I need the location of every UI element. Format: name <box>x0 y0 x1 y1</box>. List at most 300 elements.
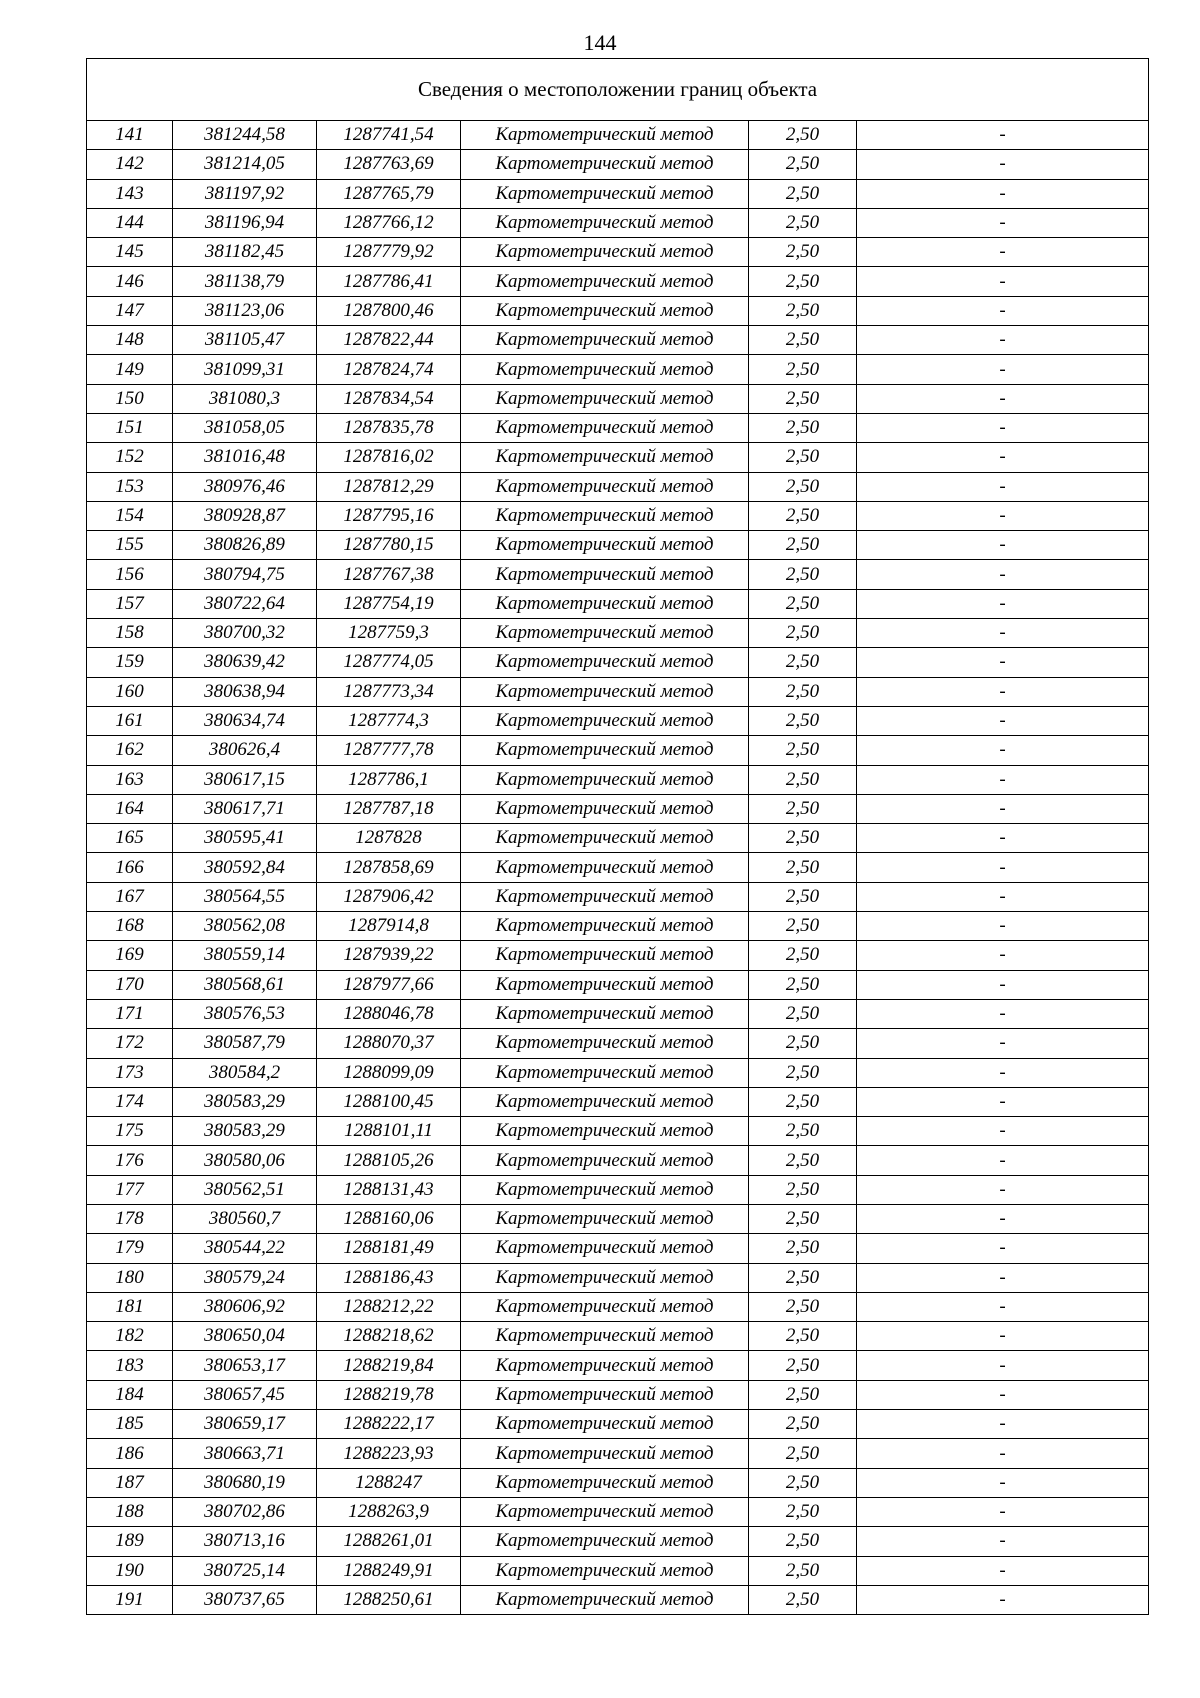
accuracy-cell: 2,50 <box>749 736 857 765</box>
point-number-cell: 185 <box>87 1410 173 1439</box>
table-row <box>87 1292 1149 1321</box>
y-coordinate-cell: 1288222,17 <box>317 1410 461 1439</box>
description-cell: - <box>857 1263 1149 1292</box>
table-row <box>87 1204 1149 1233</box>
y-coordinate-cell: 1288101,11 <box>317 1117 461 1146</box>
point-number-cell: 162 <box>87 736 173 765</box>
accuracy-cell: 2,50 <box>749 1468 857 1497</box>
x-coordinate-cell: 380606,92 <box>173 1292 317 1321</box>
y-coordinate-cell: 1287800,46 <box>317 296 461 325</box>
point-number-cell: 141 <box>87 121 173 150</box>
table-row <box>87 443 1149 472</box>
y-coordinate-cell: 1287816,02 <box>317 443 461 472</box>
y-coordinate-cell: 1288247 <box>317 1468 461 1497</box>
accuracy-cell: 2,50 <box>749 706 857 735</box>
y-coordinate-cell: 1288160,06 <box>317 1204 461 1233</box>
table-row <box>87 355 1149 384</box>
accuracy-cell: 2,50 <box>749 1117 857 1146</box>
point-number-cell: 159 <box>87 648 173 677</box>
accuracy-cell: 2,50 <box>749 531 857 560</box>
method-cell: Картометрический метод <box>461 648 749 677</box>
x-coordinate-cell: 380562,08 <box>173 912 317 941</box>
point-number-cell: 166 <box>87 853 173 882</box>
y-coordinate-cell: 1287858,69 <box>317 853 461 882</box>
description-cell: - <box>857 941 1149 970</box>
method-cell: Картометрический метод <box>461 1439 749 1468</box>
description-cell: - <box>857 1087 1149 1116</box>
accuracy-cell: 2,50 <box>749 1380 857 1409</box>
method-cell: Картометрический метод <box>461 1527 749 1556</box>
description-cell: - <box>857 1175 1149 1204</box>
method-cell: Картометрический метод <box>461 765 749 794</box>
method-cell: Картометрический метод <box>461 1585 749 1614</box>
x-coordinate-cell: 380559,14 <box>173 941 317 970</box>
description-cell: - <box>857 589 1149 618</box>
x-coordinate-cell: 380584,2 <box>173 1058 317 1087</box>
x-coordinate-cell: 380722,64 <box>173 589 317 618</box>
table-row <box>87 1351 1149 1380</box>
description-cell: - <box>857 970 1149 999</box>
table-row <box>87 912 1149 941</box>
x-coordinate-cell: 381197,92 <box>173 179 317 208</box>
method-cell: Картометрический метод <box>461 619 749 648</box>
point-number-cell: 144 <box>87 208 173 237</box>
description-cell: - <box>857 1292 1149 1321</box>
description-cell: - <box>857 912 1149 941</box>
y-coordinate-cell: 1288105,26 <box>317 1146 461 1175</box>
x-coordinate-cell: 380638,94 <box>173 677 317 706</box>
y-coordinate-cell: 1287767,38 <box>317 560 461 589</box>
table-row <box>87 1410 1149 1439</box>
description-cell: - <box>857 706 1149 735</box>
y-coordinate-cell: 1288131,43 <box>317 1175 461 1204</box>
x-coordinate-cell: 380564,55 <box>173 882 317 911</box>
x-coordinate-cell: 380617,71 <box>173 794 317 823</box>
x-coordinate-cell: 381138,79 <box>173 267 317 296</box>
table-row <box>87 531 1149 560</box>
point-number-cell: 181 <box>87 1292 173 1321</box>
table-row <box>87 1439 1149 1468</box>
table-row <box>87 1263 1149 1292</box>
table-row <box>87 794 1149 823</box>
description-cell: - <box>857 1146 1149 1175</box>
x-coordinate-cell: 380587,79 <box>173 1029 317 1058</box>
accuracy-cell: 2,50 <box>749 882 857 911</box>
table-body <box>87 121 1149 1615</box>
y-coordinate-cell: 1288250,61 <box>317 1585 461 1614</box>
point-number-cell: 156 <box>87 560 173 589</box>
table-row <box>87 736 1149 765</box>
description-cell: - <box>857 619 1149 648</box>
accuracy-cell: 2,50 <box>749 121 857 150</box>
y-coordinate-cell: 1288219,78 <box>317 1380 461 1409</box>
description-cell: - <box>857 765 1149 794</box>
method-cell: Картометрический метод <box>461 1029 749 1058</box>
accuracy-cell: 2,50 <box>749 1146 857 1175</box>
y-coordinate-cell: 1287906,42 <box>317 882 461 911</box>
description-cell: - <box>857 736 1149 765</box>
accuracy-cell: 2,50 <box>749 267 857 296</box>
method-cell: Картометрический метод <box>461 706 749 735</box>
point-number-cell: 174 <box>87 1087 173 1116</box>
method-cell: Картометрический метод <box>461 1204 749 1233</box>
y-coordinate-cell: 1287765,79 <box>317 179 461 208</box>
method-cell: Картометрический метод <box>461 1351 749 1380</box>
method-cell: Картометрический метод <box>461 853 749 882</box>
point-number-cell: 167 <box>87 882 173 911</box>
description-cell: - <box>857 121 1149 150</box>
description-cell: - <box>857 267 1149 296</box>
description-cell: - <box>857 296 1149 325</box>
y-coordinate-cell: 1287834,54 <box>317 384 461 413</box>
method-cell: Картометрический метод <box>461 824 749 853</box>
method-cell: Картометрический метод <box>461 560 749 589</box>
point-number-cell: 190 <box>87 1556 173 1585</box>
y-coordinate-cell: 1287777,78 <box>317 736 461 765</box>
y-coordinate-cell: 1287787,18 <box>317 794 461 823</box>
point-number-cell: 173 <box>87 1058 173 1087</box>
accuracy-cell: 2,50 <box>749 1087 857 1116</box>
method-cell: Картометрический метод <box>461 1058 749 1087</box>
table-row <box>87 1380 1149 1409</box>
method-cell: Картометрический метод <box>461 941 749 970</box>
accuracy-cell: 2,50 <box>749 1234 857 1263</box>
description-cell: - <box>857 150 1149 179</box>
table-row <box>87 824 1149 853</box>
x-coordinate-cell: 380626,4 <box>173 736 317 765</box>
table-row <box>87 179 1149 208</box>
accuracy-cell: 2,50 <box>749 1322 857 1351</box>
point-number-cell: 151 <box>87 413 173 442</box>
method-cell: Картометрический метод <box>461 1556 749 1585</box>
accuracy-cell: 2,50 <box>749 179 857 208</box>
accuracy-cell: 2,50 <box>749 824 857 853</box>
point-number-cell: 145 <box>87 238 173 267</box>
accuracy-cell: 2,50 <box>749 1351 857 1380</box>
description-cell: - <box>857 1117 1149 1146</box>
x-coordinate-cell: 380639,42 <box>173 648 317 677</box>
point-number-cell: 163 <box>87 765 173 794</box>
description-cell: - <box>857 794 1149 823</box>
method-cell: Картометрический метод <box>461 736 749 765</box>
description-cell: - <box>857 355 1149 384</box>
x-coordinate-cell: 381214,05 <box>173 150 317 179</box>
table-row <box>87 882 1149 911</box>
point-number-cell: 157 <box>87 589 173 618</box>
x-coordinate-cell: 380617,15 <box>173 765 317 794</box>
point-number-cell: 146 <box>87 267 173 296</box>
y-coordinate-cell: 1287835,78 <box>317 413 461 442</box>
description-cell: - <box>857 999 1149 1028</box>
accuracy-cell: 2,50 <box>749 1556 857 1585</box>
accuracy-cell: 2,50 <box>749 238 857 267</box>
table-row <box>87 238 1149 267</box>
y-coordinate-cell: 1287824,74 <box>317 355 461 384</box>
y-coordinate-cell: 1287914,8 <box>317 912 461 941</box>
table-row <box>87 384 1149 413</box>
y-coordinate-cell: 1288212,22 <box>317 1292 461 1321</box>
x-coordinate-cell: 381099,31 <box>173 355 317 384</box>
accuracy-cell: 2,50 <box>749 794 857 823</box>
x-coordinate-cell: 380562,51 <box>173 1175 317 1204</box>
y-coordinate-cell: 1287977,66 <box>317 970 461 999</box>
description-cell: - <box>857 384 1149 413</box>
table-row <box>87 970 1149 999</box>
method-cell: Картометрический метод <box>461 179 749 208</box>
point-number-cell: 171 <box>87 999 173 1028</box>
x-coordinate-cell: 380976,46 <box>173 472 317 501</box>
table-row <box>87 765 1149 794</box>
x-coordinate-cell: 381196,94 <box>173 208 317 237</box>
accuracy-cell: 2,50 <box>749 208 857 237</box>
point-number-cell: 184 <box>87 1380 173 1409</box>
table-row <box>87 1585 1149 1614</box>
point-number-cell: 142 <box>87 150 173 179</box>
description-cell: - <box>857 824 1149 853</box>
method-cell: Картометрический метод <box>461 1175 749 1204</box>
method-cell: Картометрический метод <box>461 1234 749 1263</box>
accuracy-cell: 2,50 <box>749 1410 857 1439</box>
y-coordinate-cell: 1287766,12 <box>317 208 461 237</box>
method-cell: Картометрический метод <box>461 1380 749 1409</box>
method-cell: Картометрический метод <box>461 1410 749 1439</box>
table-row <box>87 121 1149 150</box>
description-cell: - <box>857 1585 1149 1614</box>
y-coordinate-cell: 1287795,16 <box>317 501 461 530</box>
point-number-cell: 191 <box>87 1585 173 1614</box>
description-cell: - <box>857 648 1149 677</box>
accuracy-cell: 2,50 <box>749 355 857 384</box>
point-number-cell: 149 <box>87 355 173 384</box>
point-number-cell: 180 <box>87 1263 173 1292</box>
x-coordinate-cell: 381123,06 <box>173 296 317 325</box>
description-cell: - <box>857 1556 1149 1585</box>
table-row <box>87 999 1149 1028</box>
description-cell: - <box>857 208 1149 237</box>
x-coordinate-cell: 380680,19 <box>173 1468 317 1497</box>
accuracy-cell: 2,50 <box>749 619 857 648</box>
accuracy-cell: 2,50 <box>749 677 857 706</box>
point-number-cell: 143 <box>87 179 173 208</box>
method-cell: Картометрический метод <box>461 531 749 560</box>
description-cell: - <box>857 1468 1149 1497</box>
table-row <box>87 1087 1149 1116</box>
accuracy-cell: 2,50 <box>749 1292 857 1321</box>
table-row <box>87 1234 1149 1263</box>
point-number-cell: 165 <box>87 824 173 853</box>
table-row <box>87 472 1149 501</box>
y-coordinate-cell: 1287754,19 <box>317 589 461 618</box>
method-cell: Картометрический метод <box>461 677 749 706</box>
x-coordinate-cell: 380794,75 <box>173 560 317 589</box>
description-cell: - <box>857 853 1149 882</box>
accuracy-cell: 2,50 <box>749 1175 857 1204</box>
table-row <box>87 150 1149 179</box>
y-coordinate-cell: 1287828 <box>317 824 461 853</box>
description-cell: - <box>857 1234 1149 1263</box>
x-coordinate-cell: 380634,74 <box>173 706 317 735</box>
x-coordinate-cell: 381105,47 <box>173 326 317 355</box>
y-coordinate-cell: 1288100,45 <box>317 1087 461 1116</box>
x-coordinate-cell: 380650,04 <box>173 1322 317 1351</box>
method-cell: Картометрический метод <box>461 1087 749 1116</box>
method-cell: Картометрический метод <box>461 267 749 296</box>
point-number-cell: 155 <box>87 531 173 560</box>
table-row <box>87 413 1149 442</box>
table-row <box>87 706 1149 735</box>
point-number-cell: 172 <box>87 1029 173 1058</box>
y-coordinate-cell: 1287774,3 <box>317 706 461 735</box>
description-cell: - <box>857 1497 1149 1526</box>
y-coordinate-cell: 1287939,22 <box>317 941 461 970</box>
method-cell: Картометрический метод <box>461 326 749 355</box>
description-cell: - <box>857 443 1149 472</box>
method-cell: Картометрический метод <box>461 882 749 911</box>
table-row <box>87 208 1149 237</box>
description-cell: - <box>857 882 1149 911</box>
accuracy-cell: 2,50 <box>749 384 857 413</box>
table-row <box>87 1175 1149 1204</box>
method-cell: Картометрический метод <box>461 355 749 384</box>
table-row <box>87 1497 1149 1526</box>
y-coordinate-cell: 1287786,1 <box>317 765 461 794</box>
description-cell: - <box>857 1410 1149 1439</box>
accuracy-cell: 2,50 <box>749 560 857 589</box>
table-title: Сведения о местоположении границ объекта <box>87 59 1149 121</box>
description-cell: - <box>857 238 1149 267</box>
description-cell: - <box>857 1527 1149 1556</box>
accuracy-cell: 2,50 <box>749 970 857 999</box>
description-cell: - <box>857 1058 1149 1087</box>
boundary-coordinates-table <box>86 58 1149 1615</box>
table-row <box>87 267 1149 296</box>
point-number-cell: 160 <box>87 677 173 706</box>
y-coordinate-cell: 1287822,44 <box>317 326 461 355</box>
method-cell: Картометрический метод <box>461 1292 749 1321</box>
y-coordinate-cell: 1287780,15 <box>317 531 461 560</box>
x-coordinate-cell: 380544,22 <box>173 1234 317 1263</box>
point-number-cell: 186 <box>87 1439 173 1468</box>
y-coordinate-cell: 1288070,37 <box>317 1029 461 1058</box>
y-coordinate-cell: 1287812,29 <box>317 472 461 501</box>
x-coordinate-cell: 381182,45 <box>173 238 317 267</box>
table-row <box>87 1117 1149 1146</box>
table-row <box>87 560 1149 589</box>
y-coordinate-cell: 1287763,69 <box>317 150 461 179</box>
table-row <box>87 1029 1149 1058</box>
method-cell: Картометрический метод <box>461 999 749 1028</box>
point-number-cell: 187 <box>87 1468 173 1497</box>
table-row <box>87 296 1149 325</box>
x-coordinate-cell: 380580,06 <box>173 1146 317 1175</box>
point-number-cell: 148 <box>87 326 173 355</box>
accuracy-cell: 2,50 <box>749 589 857 618</box>
table-row <box>87 589 1149 618</box>
x-coordinate-cell: 380595,41 <box>173 824 317 853</box>
method-cell: Картометрический метод <box>461 794 749 823</box>
y-coordinate-cell: 1288181,49 <box>317 1234 461 1263</box>
point-number-cell: 183 <box>87 1351 173 1380</box>
accuracy-cell: 2,50 <box>749 1204 857 1233</box>
point-number-cell: 161 <box>87 706 173 735</box>
method-cell: Картометрический метод <box>461 970 749 999</box>
x-coordinate-cell: 381058,05 <box>173 413 317 442</box>
point-number-cell: 147 <box>87 296 173 325</box>
method-cell: Картометрический метод <box>461 150 749 179</box>
x-coordinate-cell: 380583,29 <box>173 1117 317 1146</box>
x-coordinate-cell: 380568,61 <box>173 970 317 999</box>
x-coordinate-cell: 381244,58 <box>173 121 317 150</box>
y-coordinate-cell: 1288099,09 <box>317 1058 461 1087</box>
point-number-cell: 164 <box>87 794 173 823</box>
method-cell: Картометрический метод <box>461 413 749 442</box>
table-row <box>87 1556 1149 1585</box>
description-cell: - <box>857 677 1149 706</box>
point-number-cell: 179 <box>87 1234 173 1263</box>
description-cell: - <box>857 560 1149 589</box>
accuracy-cell: 2,50 <box>749 1497 857 1526</box>
y-coordinate-cell: 1287741,54 <box>317 121 461 150</box>
x-coordinate-cell: 380583,29 <box>173 1087 317 1116</box>
accuracy-cell: 2,50 <box>749 326 857 355</box>
point-number-cell: 188 <box>87 1497 173 1526</box>
y-coordinate-cell: 1287779,92 <box>317 238 461 267</box>
point-number-cell: 153 <box>87 472 173 501</box>
method-cell: Картометрический метод <box>461 384 749 413</box>
description-cell: - <box>857 531 1149 560</box>
x-coordinate-cell: 380592,84 <box>173 853 317 882</box>
method-cell: Картометрический метод <box>461 912 749 941</box>
x-coordinate-cell: 380579,24 <box>173 1263 317 1292</box>
y-coordinate-cell: 1287773,34 <box>317 677 461 706</box>
x-coordinate-cell: 380928,87 <box>173 501 317 530</box>
description-cell: - <box>857 1351 1149 1380</box>
y-coordinate-cell: 1287759,3 <box>317 619 461 648</box>
description-cell: - <box>857 1204 1149 1233</box>
point-number-cell: 150 <box>87 384 173 413</box>
x-coordinate-cell: 380713,16 <box>173 1527 317 1556</box>
method-cell: Картометрический метод <box>461 1146 749 1175</box>
method-cell: Картометрический метод <box>461 501 749 530</box>
description-cell: - <box>857 1322 1149 1351</box>
point-number-cell: 182 <box>87 1322 173 1351</box>
y-coordinate-cell: 1288261,01 <box>317 1527 461 1556</box>
accuracy-cell: 2,50 <box>749 853 857 882</box>
accuracy-cell: 2,50 <box>749 150 857 179</box>
point-number-cell: 177 <box>87 1175 173 1204</box>
y-coordinate-cell: 1288223,93 <box>317 1439 461 1468</box>
point-number-cell: 176 <box>87 1146 173 1175</box>
method-cell: Картометрический метод <box>461 1263 749 1292</box>
description-cell: - <box>857 1380 1149 1409</box>
accuracy-cell: 2,50 <box>749 413 857 442</box>
table-row <box>87 1468 1149 1497</box>
method-cell: Картометрический метод <box>461 589 749 618</box>
accuracy-cell: 2,50 <box>749 1263 857 1292</box>
point-number-cell: 168 <box>87 912 173 941</box>
accuracy-cell: 2,50 <box>749 912 857 941</box>
method-cell: Картометрический метод <box>461 1117 749 1146</box>
method-cell: Картометрический метод <box>461 1322 749 1351</box>
method-cell: Картометрический метод <box>461 121 749 150</box>
point-number-cell: 169 <box>87 941 173 970</box>
y-coordinate-cell: 1287774,05 <box>317 648 461 677</box>
accuracy-cell: 2,50 <box>749 472 857 501</box>
accuracy-cell: 2,50 <box>749 296 857 325</box>
accuracy-cell: 2,50 <box>749 999 857 1028</box>
point-number-cell: 178 <box>87 1204 173 1233</box>
x-coordinate-cell: 380737,65 <box>173 1585 317 1614</box>
